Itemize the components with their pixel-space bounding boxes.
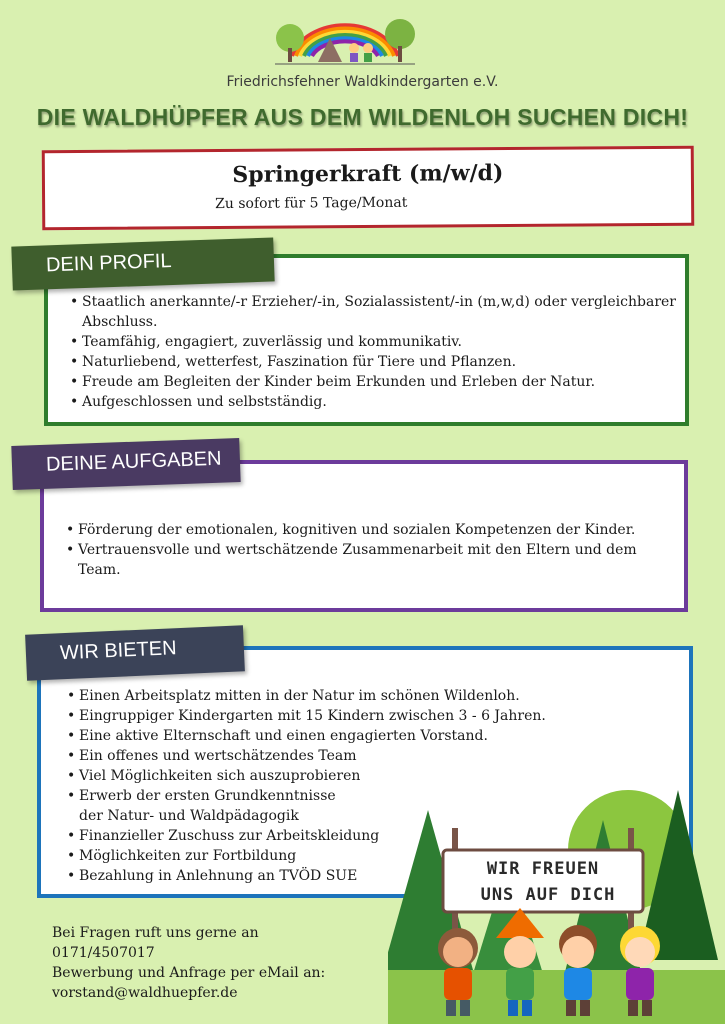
list-item: • Ein offenes und wertschätzendes Team <box>67 746 627 766</box>
job-subtitle: Zu sofort für 5 Tage/Monat <box>215 194 408 213</box>
job-title: Springerkraft (m/w/d) <box>232 160 504 188</box>
list-item: • Naturliebend, wetterfest, Faszination für Tiere und Pflanzen. <box>70 352 680 372</box>
organization-name: Friedrichsfehner Waldkindergarten e.V. <box>226 74 499 90</box>
list-item: • Viel Möglichkeiten sich auszuprobieren <box>67 766 627 786</box>
list-item: • Aufgeschlossen und selbstständig. <box>70 392 680 412</box>
list-item: • Möglichkeiten zur Fortbildung <box>67 846 627 866</box>
list-item: • Erwerb der ersten Grundkenntnisse der Natur- und Waldpädagogik <box>67 786 359 826</box>
list-item: • Eine aktive Elternschaft und einen engagierten Vorstand. <box>67 726 627 746</box>
list-item: • Finanzieller Zuschuss zur Arbeitskleidung <box>67 826 627 846</box>
contact-email-intro: Bewerbung und Anfrage per eMail an: <box>52 965 326 981</box>
list-item: • Freude am Begleiten der Kinder beim Erkunden und Erleben der Natur. <box>70 372 680 392</box>
contact-intro: Bei Fragen ruft uns gerne an <box>52 925 259 941</box>
sign-line-2: UNS AUF DICH <box>480 885 616 905</box>
tasks-heading: DEINE AUFGABEN <box>11 438 240 490</box>
contact-phone[interactable]: 0171/4507017 <box>52 945 155 961</box>
profile-list <box>70 292 680 412</box>
list-item: • Eingruppiger Kindergarten mit 15 Kindern zwischen 3 - 6 Jahren. <box>67 706 627 726</box>
headline: DIE WALDHÜPFER AUS DEM WILDENLOH SUCHEN DICH! <box>36 104 689 130</box>
contact-block <box>52 923 325 1003</box>
list-item: • Förderung der emotionalen, kognitiven und sozialen Kompetenzen der Kinder. <box>66 520 666 540</box>
job-title-box <box>42 146 695 231</box>
tasks-list <box>66 520 666 580</box>
offer-heading: WIR BIETEN <box>25 625 245 680</box>
list-item: • Einen Arbeitsplatz mitten in der Natur im schönen Wildenloh. <box>67 686 627 706</box>
sign-line-1: WIR FREUEN <box>486 859 600 879</box>
contact-email[interactable]: vorstand@waldhuepfer.de <box>52 985 238 1001</box>
list-item: • Staatlich anerkannte/-r Erzieher/-in, Sozialassistent/-in (m,w,d) oder vergleichbarer Abschluss. <box>70 292 680 332</box>
list-item: • Vertrauensvolle und wertschätzende Zusammenarbeit mit den Eltern und dem Team. <box>66 540 666 580</box>
list-item: • Bezahlung in Anlehnung an TVÖD SUE <box>67 866 627 886</box>
kindergarten-logo <box>270 8 420 68</box>
forest-kids-illustration <box>388 770 725 1024</box>
profile-heading: DEIN PROFIL <box>11 237 274 290</box>
list-item: • Teamfähig, engagiert, zuverlässig und kommunikativ. <box>70 332 680 352</box>
